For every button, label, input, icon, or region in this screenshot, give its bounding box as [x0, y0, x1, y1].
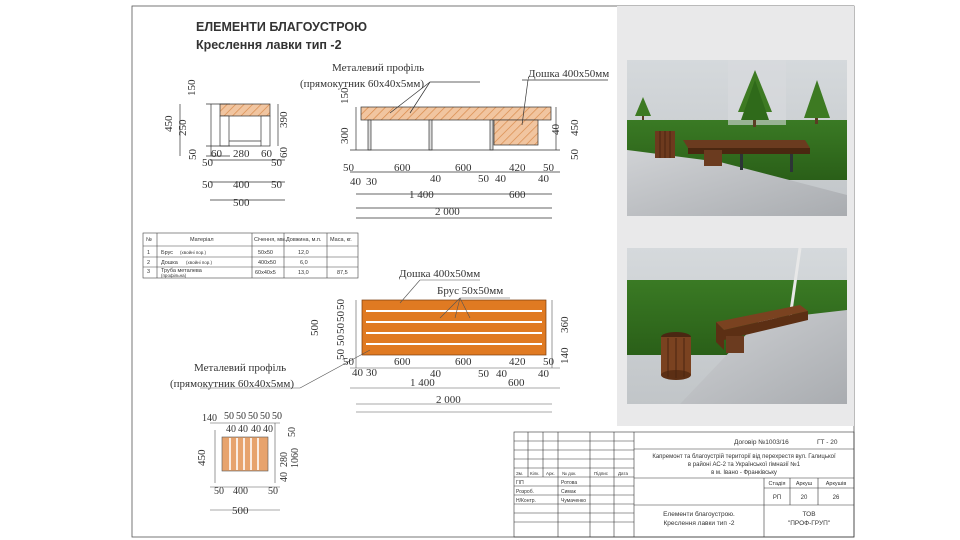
- dim-sec-50-v: 50: [287, 427, 298, 437]
- dim-plan-600-b: 600: [455, 356, 472, 368]
- dim-sec-50-4: 50: [260, 411, 270, 422]
- render-2: [627, 248, 847, 404]
- dim-plan-40-c: 40: [496, 368, 507, 380]
- tb-role-1: ГІП: [516, 480, 524, 486]
- dim-front-50-c: 50: [478, 173, 489, 185]
- table-head-mass: Маса, кг.: [330, 237, 352, 243]
- dim-plan-50-2: 50: [335, 311, 347, 322]
- dim-front-150: 150: [339, 87, 351, 104]
- front-view-seat: [361, 107, 551, 120]
- dim-front-450: 450: [569, 119, 581, 136]
- tb-sheet-value: 20: [800, 495, 808, 501]
- table-row2-num: 2: [147, 260, 151, 266]
- table-row1-num: 1: [147, 250, 151, 256]
- callout-profile-top-2: (прямокутник 60х40х5мм): [300, 78, 425, 90]
- tb-col-sign: Підпис: [594, 471, 609, 476]
- tb-role-2: Розроб.: [516, 489, 534, 495]
- tb-project-1: Капремонт та благоустрій території від перехрестя вул. Галицької: [652, 454, 836, 460]
- tb-role-3: Н/Контр.: [516, 498, 536, 504]
- dim-sec-400: 400: [233, 486, 248, 497]
- dim-plan-2000: 2 000: [436, 394, 461, 406]
- dim-plan-600-c: 600: [508, 377, 525, 389]
- dim-plan-360: 360: [559, 316, 571, 333]
- sheet-subtitle: Креслення лавки тип -2: [196, 38, 342, 52]
- tb-sheet-name-1: Елементи благоустрою.: [663, 511, 735, 518]
- table-row2-note: (хвойні пор.): [186, 260, 213, 265]
- dim-side-50-d: 50: [271, 179, 282, 191]
- front-view: [350, 80, 608, 218]
- tb-sheets-value: 26: [832, 495, 840, 501]
- table-head-num: №: [146, 237, 152, 243]
- dim-sec-50-2: 50: [236, 411, 246, 422]
- trash-bin-icon: [661, 332, 691, 380]
- dim-sec-1060: 1060: [290, 448, 301, 468]
- dim-front-30: 30: [366, 176, 377, 188]
- table-row2-length: 6,0: [300, 260, 308, 266]
- dim-plan-50-c: 50: [478, 368, 489, 380]
- dim-plan-50-5: 50: [335, 349, 347, 360]
- callout-beam-plan: Брус 50х50мм: [437, 285, 504, 297]
- dim-plan-50-b: 50: [543, 356, 554, 368]
- dim-sec-500: 500: [232, 505, 249, 517]
- dim-front-600-c: 600: [509, 189, 526, 201]
- tb-col-date: Дата: [618, 471, 628, 476]
- callout-profile-plan-2: (прямокутник 60х40х5мм): [170, 378, 295, 390]
- dim-sec-50-1: 50: [224, 411, 234, 422]
- dim-sec-50-a: 50: [214, 486, 224, 497]
- table-head-section: Січення, мм.: [254, 237, 287, 243]
- table-row3-section: 60х40х5: [255, 270, 276, 276]
- tb-sheet-name-2: Креслення лавки тип -2: [663, 520, 735, 527]
- dim-plan-600-a: 600: [394, 356, 411, 368]
- dim-front-40-b: 40: [430, 173, 441, 185]
- dim-front-50-a: 50: [343, 162, 354, 174]
- dim-plan-420: 420: [509, 356, 526, 368]
- dim-sec-50-b: 50: [268, 486, 278, 497]
- dim-side-390: 390: [278, 111, 290, 128]
- dim-front-2000: 2 000: [435, 206, 460, 218]
- dim-sec-140: 140: [202, 413, 217, 424]
- table-row1-name: Брус: [161, 250, 174, 256]
- table-row1-note: (хвойні пор.): [180, 250, 207, 255]
- callout-board-plan: Дошка 400х50мм: [399, 268, 481, 280]
- dim-sec-40-1: 40: [226, 424, 236, 435]
- dim-side-500: 500: [233, 197, 250, 209]
- tb-col-doc: № док.: [562, 471, 577, 476]
- dim-front-420: 420: [509, 162, 526, 174]
- dim-sec-50-3: 50: [248, 411, 258, 422]
- dim-side-450: 450: [163, 115, 175, 132]
- front-view-box: [494, 120, 538, 145]
- dim-sec-40-4: 40: [263, 424, 273, 435]
- dim-side-280: 280: [233, 148, 250, 160]
- dim-front-40-c: 40: [495, 173, 506, 185]
- dim-plan-50-4: 50: [335, 335, 347, 346]
- dim-plan-50-3: 50: [335, 323, 347, 334]
- table-row1-length: 12,0: [298, 250, 309, 256]
- dim-side-50-a: 50: [202, 157, 213, 169]
- callout-profile-plan-1: Металевий профіль: [194, 362, 287, 374]
- tb-project-2: в районі АС-2 та Української гімназії №1: [687, 462, 801, 468]
- dim-side-50-b: 50: [271, 157, 282, 169]
- dim-front-40: 40: [550, 124, 562, 135]
- tb-col-zm: Зм.: [516, 471, 524, 476]
- dim-front-600-a: 600: [394, 162, 411, 174]
- table-row3-note: (профільна): [161, 273, 187, 278]
- table-head-material: Матеріал: [190, 237, 214, 243]
- tb-contract: Договір №1003/16: [734, 439, 789, 446]
- tb-col-kilk: Кілк.: [530, 471, 540, 476]
- tb-sheet-head: Аркуш: [795, 481, 813, 487]
- table-row3-mass: 87,5: [337, 270, 348, 276]
- dim-plan-500: 500: [309, 319, 321, 336]
- dim-sec-50-5: 50: [272, 411, 282, 422]
- dim-sec-40-3: 40: [251, 424, 261, 435]
- dim-sec-40-v: 40: [279, 472, 290, 482]
- plan-view: [200, 280, 560, 412]
- callout-profile-top-1: Металевий профіль: [332, 62, 425, 74]
- dim-front-40-a: 40: [350, 176, 361, 188]
- tb-company-2: "ПРОФ-ГРУП": [787, 520, 831, 527]
- dim-side-400: 400: [233, 179, 250, 191]
- table-row3-name: Труба металева: [161, 268, 202, 274]
- tb-name-2: Симак: [561, 489, 576, 495]
- trash-bin-icon: [655, 131, 675, 158]
- tb-stage-value: РП: [772, 495, 782, 501]
- dim-plan-30: 30: [366, 367, 377, 379]
- dim-front-1400: 1 400: [409, 189, 434, 201]
- table-row3-num: 3: [147, 269, 151, 275]
- dim-sec-280: 280: [279, 452, 290, 467]
- table-row1-section: 50х50: [258, 250, 273, 256]
- dim-front-40-d: 40: [538, 173, 549, 185]
- table-head-length: Довжина, м.п.: [286, 237, 322, 243]
- tb-project-3: в м. Івано - Франківську: [711, 470, 777, 476]
- dim-sec-40-2: 40: [238, 424, 248, 435]
- dim-plan-50-1: 50: [335, 299, 347, 310]
- dim-front-50-v: 50: [569, 149, 581, 160]
- tb-code: ГТ - 20: [817, 439, 838, 446]
- dim-plan-40-b: 40: [430, 368, 441, 380]
- tb-stage-head: Стадія: [768, 481, 786, 487]
- sheet-title: ЕЛЕМЕНТИ БЛАГОУСТРОЮ: [196, 20, 368, 34]
- tb-name-1: Ротова: [561, 480, 578, 486]
- table-row2-section: 400х50: [258, 260, 277, 266]
- dim-plan-1400: 1 400: [410, 377, 435, 389]
- dim-plan-40-a: 40: [352, 367, 363, 379]
- dim-front-300: 300: [339, 127, 351, 144]
- tb-company-1: ТОВ: [802, 511, 816, 518]
- dim-front-600-b: 600: [455, 162, 472, 174]
- table-row3-length: 13,0: [298, 270, 309, 276]
- dim-front-50-b: 50: [543, 162, 554, 174]
- side-view-board: [220, 104, 270, 116]
- dim-plan-40-d: 40: [538, 368, 549, 380]
- tb-name-3: Чумаченко: [561, 498, 587, 504]
- dim-side-60-a: 60: [211, 148, 222, 160]
- dim-plan-140: 140: [559, 347, 571, 364]
- dim-sec-450: 450: [196, 449, 208, 466]
- dim-side-50-c: 50: [202, 179, 213, 191]
- dim-side-250: 250: [177, 119, 189, 136]
- dim-side-50-v: 50: [187, 149, 199, 160]
- render-1: [627, 60, 847, 216]
- dim-side-60-v: 60: [278, 147, 290, 158]
- dim-side-60-b: 60: [261, 148, 272, 160]
- dim-plan-50-a: 50: [343, 356, 354, 368]
- tb-sheets-head: Аркушів: [825, 481, 847, 487]
- section-view-box: [222, 437, 268, 471]
- table-row2-name: Дошка: [161, 260, 178, 266]
- dim-side-150: 150: [186, 79, 198, 96]
- tb-col-ark: Арк.: [546, 471, 555, 476]
- callout-board-top: Дошка 400х50мм: [528, 68, 610, 80]
- plan-view-seat: [362, 300, 546, 355]
